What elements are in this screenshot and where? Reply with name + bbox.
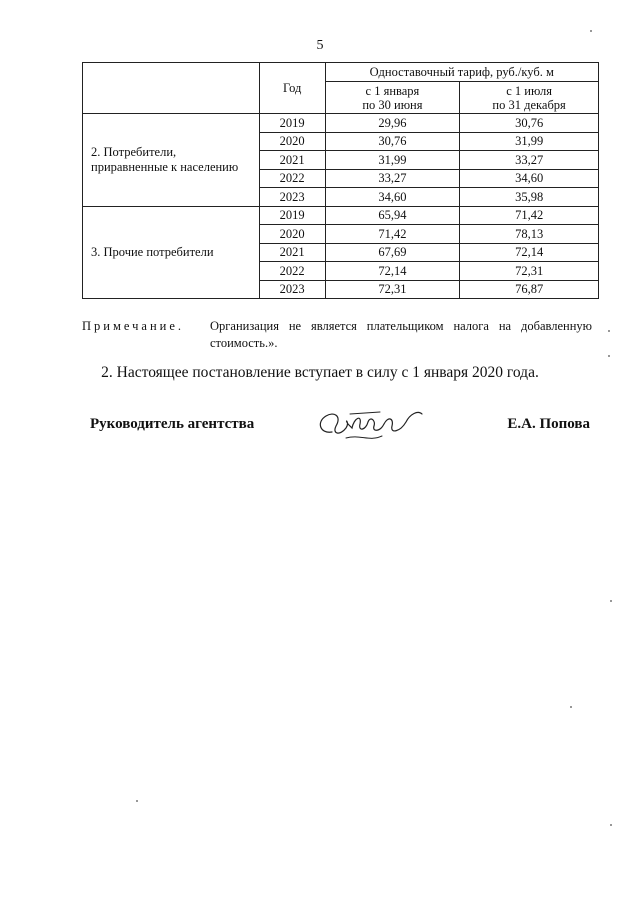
year-cell: 2019 bbox=[259, 114, 325, 133]
table-row bbox=[83, 206, 599, 225]
tariff-second-half-cell: 31,99 bbox=[460, 132, 599, 151]
tariff-first-half-cell: 33,27 bbox=[325, 169, 460, 188]
scan-speck bbox=[610, 824, 612, 826]
tariff-second-half-cell: 35,98 bbox=[460, 188, 599, 207]
effective-date-paragraph: 2. Настоящее постановление вступает в силу с 1 января 2020 года. bbox=[101, 364, 539, 381]
scan-speck bbox=[608, 330, 610, 332]
header-tariff: Одноставочный тариф, руб./куб. м bbox=[325, 63, 598, 82]
year-cell: 2023 bbox=[259, 280, 325, 299]
header-period-2: с 1 июля по 31 декабря bbox=[460, 82, 599, 114]
header-year: Год bbox=[259, 63, 325, 114]
year-cell: 2020 bbox=[259, 132, 325, 151]
page-number: 5 bbox=[316, 38, 324, 53]
tariff-second-half-cell: 30,76 bbox=[460, 114, 599, 133]
tariff-first-half-cell: 72,31 bbox=[325, 280, 460, 299]
year-cell: 2019 bbox=[259, 206, 325, 225]
tariff-second-half-cell: 78,13 bbox=[460, 225, 599, 244]
tariff-first-half-cell: 31,99 bbox=[325, 151, 460, 170]
tariff-first-half-cell: 71,42 bbox=[325, 225, 460, 244]
tariff-table-body bbox=[83, 114, 599, 299]
signer-name: Е.А. Попова bbox=[507, 416, 590, 432]
tariff-first-half-cell: 65,94 bbox=[325, 206, 460, 225]
header-period-1: с 1 января по 30 июня bbox=[325, 82, 460, 114]
tariff-second-half-cell: 34,60 bbox=[460, 169, 599, 188]
scan-speck bbox=[610, 600, 612, 602]
tariff-first-half-cell: 72,14 bbox=[325, 262, 460, 281]
scan-speck bbox=[570, 706, 572, 708]
year-cell: 2022 bbox=[259, 169, 325, 188]
signer-title: Руководитель агентства bbox=[90, 416, 255, 432]
consumer-group-name: 2. Потребители, приравненные к населению bbox=[83, 114, 260, 207]
tariff-second-half-cell: 71,42 bbox=[460, 206, 599, 225]
tariff-first-half-cell: 67,69 bbox=[325, 243, 460, 262]
tariff-first-half-cell: 34,60 bbox=[325, 188, 460, 207]
tariff-second-half-cell: 72,31 bbox=[460, 262, 599, 281]
year-cell: 2023 bbox=[259, 188, 325, 207]
tariff-first-half-cell: 29,96 bbox=[325, 114, 460, 133]
consumer-group-name: 3. Прочие потребители bbox=[83, 206, 260, 299]
table-row bbox=[83, 114, 599, 133]
tariff-second-half-cell: 76,87 bbox=[460, 280, 599, 299]
year-cell: 2021 bbox=[259, 151, 325, 170]
note-label: Примечание. bbox=[82, 319, 185, 333]
tariff-first-half-cell: 30,76 bbox=[325, 132, 460, 151]
year-cell: 2020 bbox=[259, 225, 325, 244]
scan-speck bbox=[136, 800, 138, 802]
scan-speck bbox=[608, 355, 610, 357]
tariff-table bbox=[82, 62, 599, 299]
scan-speck bbox=[590, 30, 592, 32]
year-cell: 2022 bbox=[259, 262, 325, 281]
note-text: Организация не является плательщиком налога на добавленную стоимость.». bbox=[210, 319, 592, 350]
handwritten-signature bbox=[310, 404, 430, 444]
tariff-second-half-cell: 72,14 bbox=[460, 243, 599, 262]
tariff-second-half-cell: 33,27 bbox=[460, 151, 599, 170]
year-cell: 2021 bbox=[259, 243, 325, 262]
header-empty-cell bbox=[83, 63, 260, 114]
